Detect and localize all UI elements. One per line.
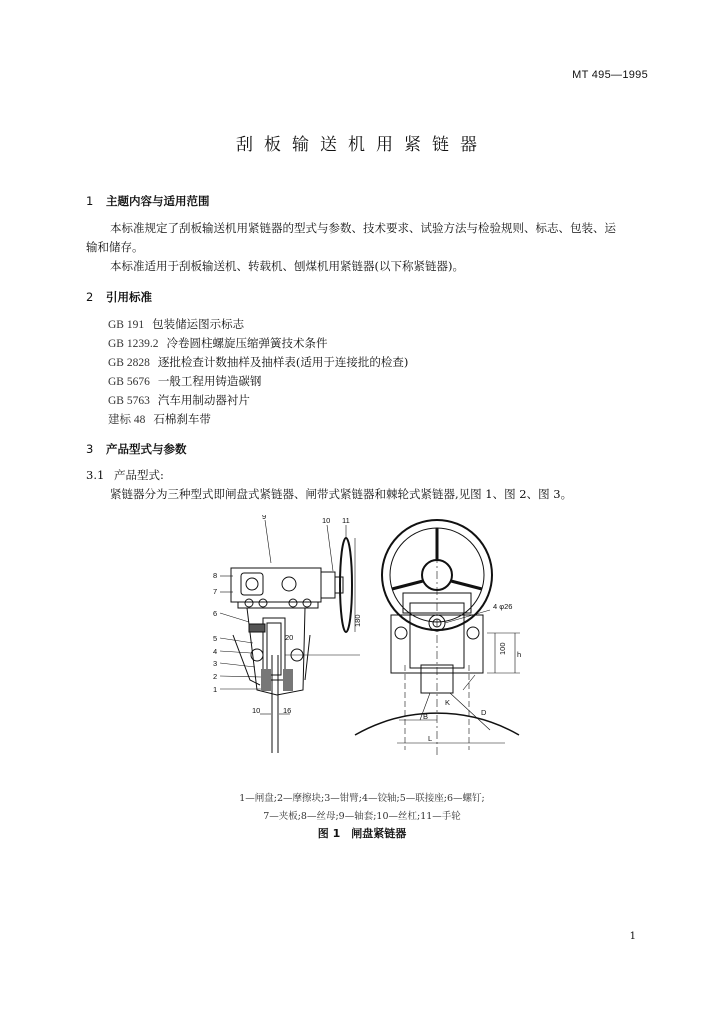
section-1-heading (86, 193, 210, 209)
dimension-label: 20 (285, 633, 294, 642)
reference-code: GB 191 (108, 319, 145, 331)
reference-code: GB 5676 (108, 376, 150, 388)
reference-code: GB 1239.2 (108, 338, 159, 350)
paragraph: 本标准规定了刮板输送机用紧链器的型式与参数、技术要求、试验方法与检验规则、标志、包装、运 (110, 221, 616, 235)
figure-1-drawing (205, 515, 535, 770)
section-title: 主题内容与适用范围 (106, 194, 210, 208)
part-label: 5 (213, 634, 218, 643)
document-title: 刮板输送机用紧链器 (236, 135, 488, 155)
reference-title: 一般工程用铸造碳钢 (157, 374, 262, 388)
reference-item (108, 373, 261, 389)
part-label: 2 (213, 672, 218, 681)
page-number: 1 (629, 931, 636, 942)
reference-title: 汽车用制动器衬片 (157, 393, 250, 407)
reference-title: 冷卷圆柱螺旋压缩弹簧技术条件 (166, 336, 328, 350)
dimension-label: D (481, 708, 487, 717)
section-3-heading (86, 441, 187, 457)
figure-caption-line: 1—闸盘;2—摩擦块;3—钳臂;4—铰轴;5—联接座;6—螺钉; (239, 793, 485, 804)
dimension-label: 10 (252, 706, 261, 715)
figure-caption-line: 7—夹板;8—丝母;9—轴套;10—丝杠;11—手轮 (263, 811, 461, 822)
part-label: 1 (213, 685, 218, 694)
dimension-label: L (428, 734, 433, 743)
part-label: 6 (213, 609, 218, 618)
reference-title: 逐批检查计数抽样及抽样表(适用于连接批的检查) (157, 355, 409, 369)
dimension-label: B (423, 712, 429, 721)
reference-code: GB 5763 (108, 395, 150, 407)
reference-item (108, 411, 211, 427)
reference-title: 石棉刹车带 (153, 412, 211, 426)
part-label: 11 (342, 516, 350, 525)
section-title: 产品型式与参数 (106, 442, 187, 456)
part-label: 9 (262, 515, 267, 521)
part-label: 10 (322, 516, 331, 525)
reference-code: 建标 48 (108, 414, 146, 426)
part-label: 3 (213, 659, 218, 668)
standard-number: MT 495—1995 (572, 69, 648, 81)
part-label: 7 (213, 587, 218, 596)
figure-title: 图 1 闸盘紧链器 (317, 827, 407, 840)
dimension-label: 16 (283, 706, 292, 715)
reference-item (108, 354, 408, 370)
handwheel-edge (340, 538, 352, 632)
part-label: 4 (213, 647, 218, 656)
reference-code: GB 2828 (108, 357, 150, 369)
dimension-label: 4 φ26 (493, 602, 513, 611)
section-number: 1 (86, 194, 94, 208)
section-2-heading (86, 289, 152, 305)
paragraph: 紧链器分为三种型式即闸盘式紧链器、闸带式紧链器和棘轮式紧链器,见图 1、图 2、图 3。 (110, 487, 573, 501)
subsection-title: 产品型式: (114, 468, 164, 482)
dimension-label: K (445, 698, 451, 707)
reference-item (108, 316, 244, 332)
part-label: 8 (213, 571, 218, 580)
paragraph-continuation: 输和储存。 (86, 240, 144, 254)
reference-item (108, 392, 250, 408)
dimension-label: 180 (353, 614, 362, 627)
dimension-label: h (517, 650, 522, 659)
section-title: 引用标准 (106, 290, 152, 304)
subsection-heading (86, 466, 164, 485)
paragraph: 本标准适用于刮板输送机、转载机、刨煤机用紧链器(以下称紧链器)。 (110, 259, 464, 273)
dimension-label: 100 (498, 642, 507, 655)
reference-item (108, 335, 327, 351)
subsection-number: 3.1 (86, 468, 105, 482)
reference-title: 包装储运图示标志 (152, 317, 245, 331)
section-number: 2 (86, 290, 94, 304)
section-number: 3 (86, 442, 94, 456)
